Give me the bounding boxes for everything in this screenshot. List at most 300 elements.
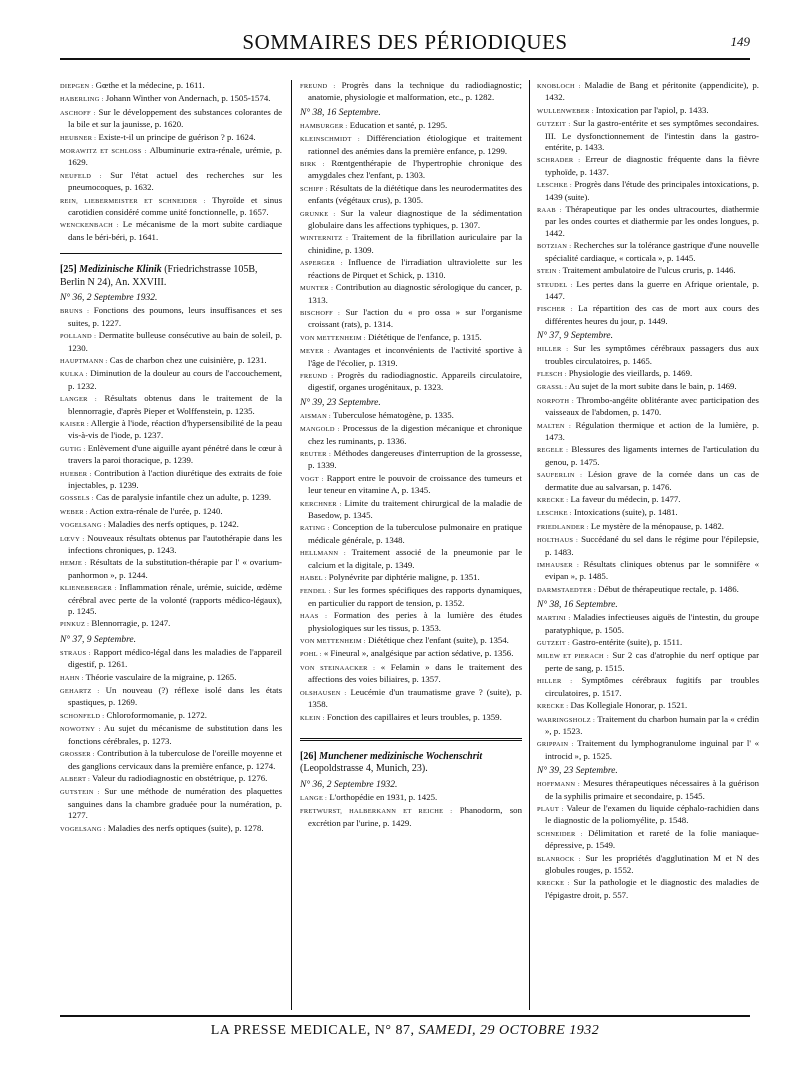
column-3 [537,80,759,1010]
article-authors: ALBERT : [60,775,91,783]
article-authors: FRETWURST, HALBERKANN ET REICHE : [300,808,453,816]
article-title: Théorie vasculaire de la migraine, p. 1265. [83,671,237,682]
article-entry [60,532,282,557]
article-authors: PINKUZ : [60,621,90,629]
article-title: Valeur de l'examen du liquide céphalo-rachidien dans le diagnostic de la poliomyélite, p. 1548. [545,802,759,826]
journal-heading [300,751,522,776]
article-title: Contribution à l'action diurétique des extraits de foie injectables, p. 1239. [68,467,282,490]
article-entry [60,393,282,417]
article-title: Début de thérapeutique rectale, p. 1486. [595,583,739,594]
page-header [60,28,750,60]
article-entry [300,522,522,546]
article-entry [60,772,282,785]
article-title: Existe-t-il un principe de guérison ? p. 1624. [96,131,256,142]
issue-heading: N° 39, 23 Septembre. [537,766,618,777]
article-authors: LESCHKE : [537,182,572,190]
article-authors: ASPERGER : [300,260,343,268]
article-title: Les pertes dans la guerre en Afrique orientale, p. 1447. [545,278,759,301]
footer-journal: LA PRESSE MEDICALE, N° 87, [210,1023,415,1038]
article-title: Thérapeutique par les ondes ultracourtes, diathermie par les ondes courtes et diathermie par les ondes longues, p. 1442. [545,204,759,238]
article-title: Résultats de la substitution-thérapie par l' « ovarium-panhormon », p. 1244. [68,557,282,580]
article-title: Leucémie d'un traumatisme grave ? (suite), p. 1358. [308,686,522,710]
article-authors: FLESCH : [537,370,567,378]
article-title: Phanodorm, son excrétion par l'urine, p. 1429. [308,805,522,828]
article-entry [300,282,522,306]
article-authors: WULLENWEBER : [537,107,594,115]
article-authors: KERCHNER : [300,500,342,508]
article-title: Diététique chez l'enfant (suite), p. 1354. [365,635,509,646]
article-authors: MEYER : [300,348,330,356]
article-entry [537,343,759,367]
article-entry [300,711,522,724]
article-title: Processus de la digestion mécanique et chronique chez les ruminants, p. 1336. [308,423,522,446]
article-entry [537,507,759,519]
article-title: Le mystère de la ménopause, p. 1482. [588,520,724,531]
article-authors: REUTER : [300,450,332,458]
article-entry [60,723,282,747]
article-title: Dermatite bulleuse consécutive au bain de soleil, p. 1230. [68,330,282,353]
article-entry [60,442,282,467]
article-title: Gastro-entérite (suite), p. 1511. [569,637,683,648]
article-entry [537,520,759,533]
article-title: Symptômes cérébraux fugitifs par troubles circulatoires, p. 1517. [545,675,759,698]
article-authors: FRIEDLANDER : [537,523,589,531]
article-authors: KLIENEBERGER : [60,585,117,593]
section-divider [300,738,522,741]
article-title: Maladie de Bang et péritonite (appendicite), p. 1432. [545,80,759,103]
article-entry [300,547,522,571]
article-title: Sur le développement des substances colorantes de la bile et sur la jaunisse, p. 1620. [68,106,282,130]
article-title: Fonctions des poumons, leurs insuffisances et ses suites, p. 1227. [68,305,282,328]
article-entry [60,786,282,821]
article-title: Progrès dans l'étude des principales intoxications, p. 1439 (suite). [545,179,759,202]
article-authors: MANGOLD : [300,426,340,434]
article-entry [60,646,282,671]
article-title: Sur l'action du « pro ossa » sur l'organisme croissant (rats), p. 1314. [308,306,522,330]
article-entry [537,583,759,596]
article-title: Blessures des ligaments internes de l'articulation du genou, p. 1475. [545,444,759,467]
article-title: Cas de paralysie infantile chez un adulte, p. 1239. [93,492,272,503]
article-title: Sur une méthode de numération des plaquettes sanguines dans la chambre graduée pour la numération, p. 1277. [68,786,282,821]
column-1 [60,80,282,1010]
article-title: Sur la pathologie et le diagnostic des maladies de l'épigastre droit, p. 557. [545,877,759,900]
article-title: Contribution à la tuberculose de l'oreille moyenne et des ganglions cervicaux dans la première enfance, p. 1274. [68,748,282,771]
article-entry [537,394,759,419]
article-authors: LŒVY : [60,535,85,543]
article-entry [300,648,522,660]
article-title: Résultats de la diététique dans les neurodermatites des enfants (végétaux crus), p. 1305. [308,182,522,206]
article-authors: KNOBLOCH : [537,83,581,90]
article-authors: LANGER : [60,396,97,404]
article-authors: SCHONFELD : [60,712,105,720]
article-entry [300,119,522,132]
article-title: Résultats obtenus dans le traitement de la blennorragie, d'après Pieper et Wolffenstein, p. 1235. [68,393,282,416]
article-authors: DARMSTAEDTER : [537,586,596,594]
article-authors: SCHRADER : [537,157,581,165]
article-title: Intoxication par l'apiol, p. 1433. [593,104,709,115]
article-title: Valeur du radiodiagnostic en obstétrique, p. 1276. [90,772,268,783]
article-title: Un nouveau (?) réflexe isolé dans les états spastiques, p. 1269. [68,685,282,708]
article-title: Rœntgenthérapie de l'hypertrophie chronique des amygdales chez l'enfant, p. 1303. [308,158,522,181]
article-title: Méthodes dangereuses d'interruption de la grossesse, p. 1339. [308,447,522,471]
section-divider [60,253,282,254]
article-title: Résultats cliniques obtenus par le somnifère « evipan », p. 1485. [545,559,759,582]
article-entry [537,204,759,239]
article-entry [300,331,522,344]
article-entry [60,822,282,835]
article-authors: NOWOTNY : [60,726,101,734]
article-entry [537,778,759,802]
article-entry [537,494,759,506]
journal-address: (Leopoldstrasse 4, Munich, 23). [300,763,428,775]
page-footer [60,1015,750,1039]
article-title: Différenciation étiologique et traitement rationnel des anémies dans la première enfance, p. 1299. [308,133,522,156]
article-title: Polynévrite par diphtérie maligne, p. 1351. [326,572,480,583]
article-authors: MILEW ET PIERACH : [537,653,609,661]
article-entry [537,381,759,393]
article-title: Traitement ambulatoire de l'ulcus cruris, p. 1446. [560,265,736,276]
article-title: Sur les formes spécifiques des rapports dynamiques, en particulier du rapport de tension, p. 1352. [308,585,522,608]
article-title: Albuminurie extra-rénale, urémie, p. 1629. [68,145,282,168]
article-entry [300,423,522,447]
issue-heading: N° 38, 16 Septembre. [300,107,381,118]
article-entry [60,330,282,354]
article-authors: SAUFERLIN : [537,472,583,480]
journal-number: [25] [60,264,77,276]
article-authors: VOGT : [300,475,324,483]
article-title: Progrès dans la technique du radiodiagnostic; anatomie, physiologie et malformation, etc., p. 1282. [308,80,522,103]
article-authors: GOSSELS : [60,495,94,503]
article-authors: WENCKENBACH : [60,222,119,230]
article-authors: GEHARTZ : [60,688,100,696]
article-entry [60,354,282,367]
article-title: Intoxications (suite), p. 1481. [571,507,678,518]
article-title: Fonction des capillaires et leurs troubles, p. 1359. [324,711,502,722]
article-authors: KRECKE : [537,703,569,711]
article-entry [537,118,759,153]
article-entry [537,80,759,104]
article-entry [60,80,282,92]
article-entry [300,497,522,522]
journal-number: [26] [300,750,317,762]
article-entry [300,447,522,472]
article-authors: POHL : [300,651,322,659]
article-authors: KRECKE : [537,497,569,504]
article-authors: HEUBNER : [60,134,97,142]
article-title: Gœthe et la médecine, p. 1611. [93,80,205,90]
article-entry [300,635,522,647]
article-authors: NEUFELD : [60,172,102,180]
article-entry [60,709,282,722]
article-title: Diminution de la douleur au cours de l'accouchement, p. 1232. [68,368,282,391]
article-entry [300,369,522,394]
article-title: Maladies des nerfs optiques, p. 1242. [105,519,239,530]
article-entry [60,305,282,329]
article-entry [60,582,282,617]
article-entry [300,805,522,829]
journal-address: (Friedrichstrasse 105B, Berlin N 24), An. XXVIII. [60,264,258,288]
article-entry [300,661,522,686]
article-title: Physiologie des vieillards, p. 1469. [566,367,693,378]
article-authors: HUEBER : [60,470,92,478]
article-entry [537,802,759,827]
article-title: « Felamin » dans le traitement des affections des voies biliaires, p. 1357. [308,661,522,685]
article-entry [300,686,522,711]
issue-heading: N° 36, 2 Septembre 1932. [60,293,158,304]
article-authors: PLAUT : [537,805,564,813]
article-authors: KAISER : [60,420,89,428]
article-title: Traitement du charbon humain par la « crédin », p. 1523. [545,713,759,736]
article-authors: GRIPPAIN : [537,741,574,749]
article-authors: STEIN : [537,268,561,276]
article-authors: WARRINGSHOLZ : [537,716,596,724]
article-authors: MALTEN : [537,422,572,430]
article-entry [537,675,759,699]
article-title: Nouveaux résultats obtenus par l'autothérapie dans les infections chroniques, p. 1243. [68,532,282,555]
article-authors: HAHN : [60,674,84,682]
article-title: L'orthopédie en 1931, p. 1425. [327,791,438,802]
article-title: Sur les propriétés d'agglutination M et N des globules rouges, p. 1552. [545,852,759,875]
article-entry [60,685,282,709]
issue-heading: N° 39, 23 Septembre. [300,397,381,408]
article-title: Conception de la tuberculose pulmonaire en pratique médicale générale, p. 1348. [308,522,522,545]
article-title: Sur l'état actuel des recherches sur les pneumocoques, p. 1632. [68,169,282,193]
article-title: Education et santé, p. 1295. [347,119,448,130]
article-title: Thyroïde et sinus carotidien considéré comme unité fonctionnelle, p. 1657. [68,194,282,218]
article-title: Sur la gastro-entérite et ses symptômes secondaires. III. Le dysfonctionnement de l'intestin dans la gastro-entérite, p. 1433. [545,118,759,153]
article-authors: HOLTHAUS : [537,537,579,545]
article-authors: SCHNEIDER : [537,830,583,838]
article-authors: HELLMANN : [300,550,346,558]
article-authors: GUTIG : [60,445,86,453]
article-title: Limite du traitement chirurgical de la maladie de Basedow, p. 1345. [308,497,522,520]
article-authors: VOGELSANG : [60,825,106,833]
article-authors: BIRK : [300,161,325,169]
column-2 [300,80,522,1010]
article-title: Maladies infectieuses aiguës de l'intestin, du groupe paratyphique, p. 1505. [545,612,759,635]
article-title: Traitement associé de la pneumonie par le calcium et la digitale, p. 1349. [308,547,522,570]
issue-heading: N° 37, 9 Septembre. [537,331,614,342]
article-title: Formation des peries à la lumière des études physiologiques sur les tissus, p. 1353. [308,610,522,633]
article-authors: HILLER : [537,346,569,354]
article-title: Thrombo-angéite oblitérante avec participation des vaisseaux de l'abdomen, p. 1470. [545,394,759,418]
article-title: Influence de l'irradiation ultraviolette sur les réactions de Pirquet et Schick, p. 1310. [308,257,522,280]
article-entry [537,612,759,636]
article-entry [300,345,522,369]
article-authors: LANGE : [300,794,328,802]
article-title: Au sujet du mécanisme de substitution dans les fonctions cérébrales, p. 1273. [68,723,282,746]
article-authors: STRAUS : [60,649,91,657]
journal-name: Medizinische Klinik [76,264,162,276]
article-entry [300,791,522,804]
article-entry [537,469,759,493]
article-title: Diététique de l'enfance, p. 1315. [365,331,482,342]
article-authors: VON METTENHEIM : [300,334,366,342]
article-authors: HABERLING : [60,96,104,104]
article-title: Maladies des nerfs optiques (suite), p. 1278. [105,822,264,833]
article-entry [60,194,282,219]
article-authors: KLEIN : [300,714,325,722]
article-title: Le mécanisme de la mort subite cardiaque dans le béri-béri, p. 1641. [68,219,282,242]
journal-heading [60,264,282,289]
article-authors: FENDEL : [300,588,331,596]
article-title: La répartition des cas de mort aux cours des différentes heures du jour, p. 1449. [545,303,759,326]
article-entry [300,409,522,422]
article-authors: STEUDEL : [537,281,573,289]
article-authors: VON STEINAACKER : [300,664,376,672]
article-authors: HAUPTMANN : [60,357,108,365]
article-entry [300,257,522,281]
article-title: Succédané du sel dans le régime pour l'épilepsie, p. 1483. [545,534,759,557]
article-authors: AISMAN : [300,412,331,420]
article-authors: SCHIFF : [300,185,328,193]
article-authors: GUTZEIT : [537,121,571,129]
article-entry [300,182,522,207]
article-entry [537,444,759,468]
article-authors: HOFFMANN : [537,781,581,789]
article-authors: GRASSL : [537,384,568,392]
article-authors: WEBER : [60,508,88,516]
article-entry [300,232,522,256]
article-authors: HABEL : [300,575,327,583]
article-entry [60,492,282,504]
article-entry [60,748,282,772]
article-entry [537,154,759,178]
article-authors: KULKA : [60,371,88,379]
article-authors: ASCHOFF : [60,109,96,117]
article-title: Enlèvement d'une aiguille ayant pénétré dans le cœur à travers la paroi thoracique, p. 1239. [68,442,282,466]
article-authors: REGELE : [537,447,569,455]
article-authors: BLANROCK : [537,855,581,863]
article-authors: NORPOTH : [537,397,574,405]
article-title: Lésion grave de la cornée dans un cas de dermatite due au salvarsan, p. 1476. [545,469,759,492]
article-title: Sur la valeur diagnostique de la sédimentation globulaire dans les affections typhiques, p. 1307. [308,207,522,231]
article-entry [537,713,759,738]
article-authors: VON METTENHEIM : [300,638,366,646]
article-authors: DIEPGEN : [60,83,94,90]
article-title: Blennorragie, p. 1247. [89,618,171,629]
article-authors: GROSSER : [60,751,95,759]
article-title: « Fineural », analgésique par action sédative, p. 1356. [321,648,514,659]
article-authors: KRECKE : [537,880,570,888]
article-authors: HAAS : [300,613,328,621]
article-title: Recherches sur la tolérance gastrique d'une nouvelle spécialité cardiaque, « corticala », p. 1445. [545,240,759,263]
article-authors: RATING : [300,525,330,533]
article-authors: MORAWITZ ET SCHLOSS : [60,148,147,156]
article-title: Rapport entre le pouvoir de croissance des tumeurs et leur teneur en vitamine A, p. 1345. [308,472,522,496]
article-entry [60,671,282,684]
article-entry [537,877,759,901]
article-entry [537,637,759,649]
article-authors: GRUNKE : [300,210,336,218]
article-authors: VOGELSANG : [60,522,106,530]
article-title: Das Kollegiale Honorar, p. 1521. [568,700,688,711]
article-authors: FREUND : [300,372,334,380]
article-entry [537,303,759,327]
article-authors: KLEINSCHMIDT : [300,136,360,144]
article-entry [60,169,282,194]
article-title: Sur 2 cas d'atrophie du nerf optique par perte de sang, p. 1515. [545,650,759,673]
article-authors: REIN, LIEBERMEISTER ET SCHNEIDER : [60,197,206,205]
article-authors: POLLAND : [60,333,97,341]
article-authors: BISCHOFF : [300,309,341,317]
article-authors: MARTINI : [537,615,571,623]
article-entry [60,557,282,581]
article-title: Inflammation rénale, urémie, suicide, œdème cérébral avec perte de la volonté (rapports médico-légaux), p. 1245. [68,582,282,617]
article-entry [537,650,759,674]
article-authors: IMHAUSER : [537,562,580,570]
article-entry [60,93,282,105]
article-title: Traitement du lymphogranulome inguinal par l' « introcid », p. 1525. [545,738,759,761]
article-entry [60,145,282,169]
article-entry [300,472,522,497]
article-authors: GUTZEIT : [537,640,570,648]
article-title: Traitement de la fibrillation auriculaire par la chinidine, p. 1309. [308,232,522,255]
article-entry [537,367,759,380]
article-entry [60,106,282,131]
article-title: La faveur du médecin, p. 1477. [568,494,681,504]
article-entry [60,505,282,518]
article-entry [300,585,522,609]
article-entry [537,265,759,277]
article-title: Avantages et inconvénients de l'activité sportive à l'âge de l'écolier, p. 1319. [308,345,522,368]
article-entry [537,559,759,583]
article-title: Action extra-rénale de l'urée, p. 1240. [87,505,223,516]
article-entry [60,368,282,392]
article-entry [60,467,282,492]
article-entry [537,240,759,264]
article-authors: HEMJE : [60,560,87,568]
article-entry [537,738,759,762]
article-authors: RAAB : [537,207,562,215]
article-authors: FISCHER : [537,306,573,314]
article-authors: BRUNS : [60,308,90,316]
article-title: Contribution au diagnostic sérologique du cancer, p. 1313. [308,282,522,305]
page-title: SOMMAIRES DES PÉRIODIQUES [242,30,568,54]
footer-date: SAMEDI, 29 OCTOBRE 1932 [418,1023,600,1038]
article-title: Au sujet de la mort subite dans le bain, p. 1469. [567,381,737,392]
article-title: Erreur de diagnostic fréquente dans la fièvre typhoïde, p. 1437. [545,154,759,177]
article-authors: OLSHAUSEN : [300,689,347,697]
article-title: Délimitation et rareté de la folie maniaque-dépressive, p. 1549. [545,827,759,851]
article-authors: BOTZIAN : [537,243,572,251]
article-title: Allergie à l'iode, réaction d'hypersensibilité de la peau vis-à-vis de l'iode, p. 1237. [68,417,282,441]
article-authors: WINTERNITZ : [300,235,349,243]
article-entry [60,131,282,144]
article-entry [60,219,282,243]
column-divider [529,80,530,1010]
article-title: Progrès du radiodiagnostic. Appareils circulatoire, digestif, organes urogénitaux, p. 1323. [308,369,522,393]
article-entry [60,519,282,531]
article-entry [537,104,759,117]
article-authors: LESCHKE : [537,510,572,518]
article-title: Sur les symptômes cérébraux passagers dus aux troubles circulatoires, p. 1465. [545,343,759,366]
article-entry [300,610,522,634]
article-entry [537,827,759,852]
article-entry [300,306,522,331]
article-entry [60,618,282,630]
article-entry [60,417,282,442]
article-authors: HILLER : [537,678,573,686]
article-entry [537,852,759,877]
article-title: Régulation thermique et action de la lumière, p. 1473. [545,419,759,442]
article-authors: MUNTER : [300,285,334,293]
article-entry [300,207,522,232]
article-entry [537,179,759,203]
article-title: Mesures thérapeutiques nécessaires à la guérison de la syphilis primaire et secondaire, p. 1545. [545,778,759,801]
article-entry [537,419,759,444]
article-authors: HAMBURGER : [300,122,348,130]
